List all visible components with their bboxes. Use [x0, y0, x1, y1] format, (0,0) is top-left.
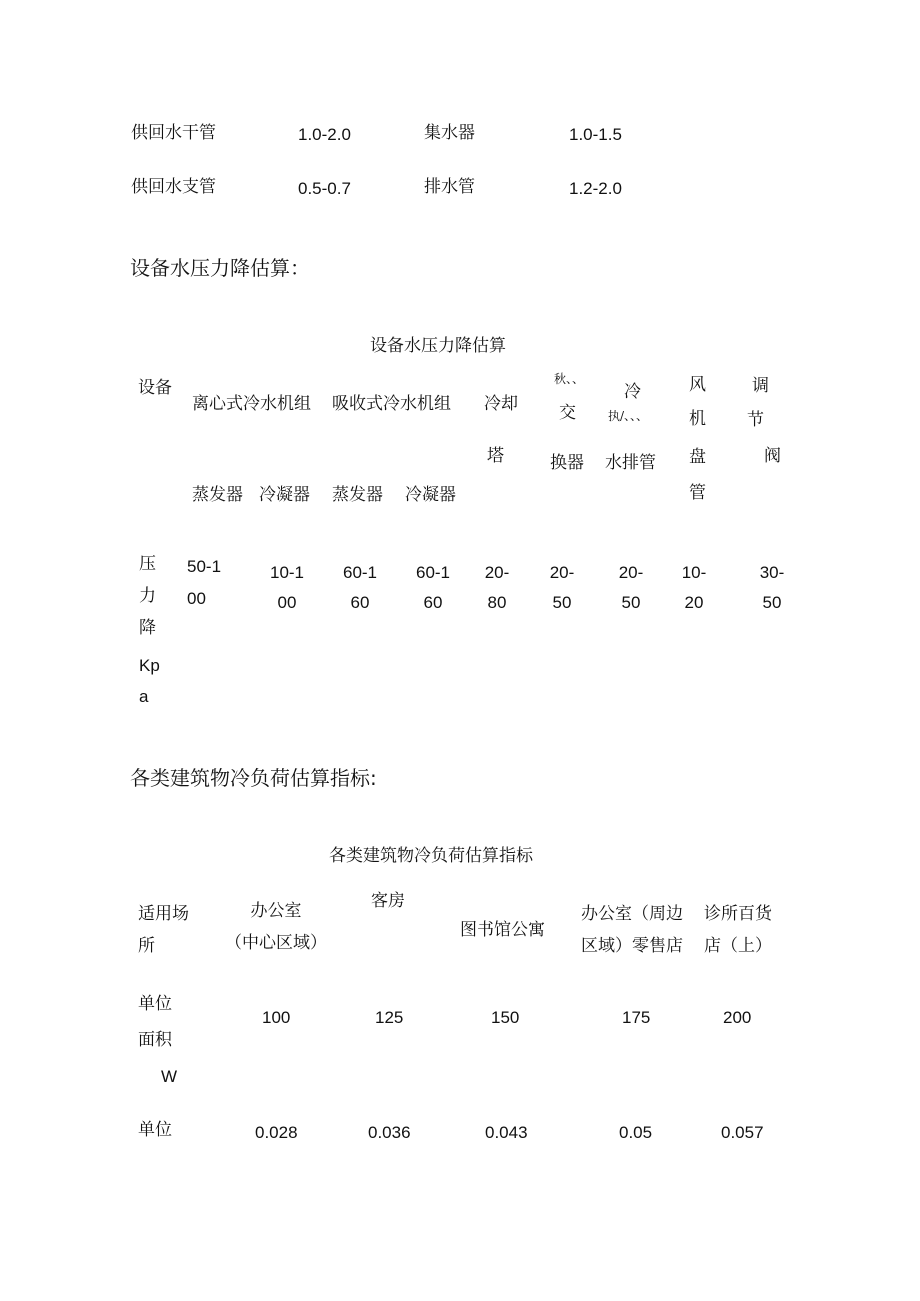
load-value: 0.036: [368, 1123, 411, 1142]
header-place: 所: [138, 936, 155, 956]
row-label-pressure-drop: 力: [139, 586, 156, 606]
header-guest-room: 客房: [371, 891, 405, 911]
header-fan-coil: 管: [689, 483, 706, 503]
pressure-value: 80: [487, 593, 507, 612]
pressure-value: 10-1: [269, 563, 305, 582]
pressure-value: 50: [762, 593, 782, 612]
pipe-name: 排水管: [424, 177, 475, 197]
header-library-apartment: 图书馆公寓: [460, 920, 545, 940]
pressure-value-cell: [546, 564, 578, 611]
header-office-center: [220, 903, 332, 952]
load-value: 200: [723, 1008, 752, 1027]
load-value: 0.05: [619, 1123, 653, 1142]
row-label-unit: 单位: [138, 1120, 172, 1140]
pressure-value-cell: [481, 564, 513, 611]
header-valve: 阀: [764, 446, 781, 466]
row-label-unit-area: 单位: [138, 994, 172, 1014]
header-condenser: 冷凝器: [259, 485, 310, 505]
header-fan-coil: 风: [689, 375, 706, 395]
pressure-value: 60-1: [415, 563, 451, 582]
header-centrifugal-chiller: 离心式冷水机组: [192, 394, 311, 414]
header-cooling-tower: 塔: [487, 446, 504, 466]
header-cold-drain: 冷: [624, 382, 641, 402]
table-title: 各类建筑物冷负荷估算指标: [329, 846, 533, 866]
pressure-value-cell: [756, 564, 788, 611]
header-office-center-line: （中心区域）: [225, 933, 327, 953]
pressure-value: 10-: [681, 563, 707, 582]
load-value: 150: [491, 1008, 520, 1027]
header-absorption-chiller: 吸收式冷水机组: [332, 394, 451, 414]
pipe-name: 集水器: [424, 123, 475, 143]
pressure-value-cell: [615, 564, 647, 611]
row-label-unit: a: [139, 687, 149, 706]
pressure-value: 20-: [484, 563, 510, 582]
header-exchanger: 交: [559, 403, 576, 423]
pressure-value-cell: [342, 564, 378, 611]
table-title: 设备水压力降估算: [370, 336, 506, 356]
pressure-value-cell: [415, 564, 451, 611]
header-exchanger: 换器: [550, 453, 584, 473]
pressure-value: 20: [684, 593, 704, 612]
row-label-unit-area: W: [161, 1067, 178, 1086]
row-label-pressure-drop: 压: [139, 554, 156, 574]
header-exchanger: 秋、、: [554, 372, 585, 386]
header-office-edge: 区域）零售店: [581, 936, 683, 956]
load-value: 0.057: [721, 1123, 764, 1142]
pressure-value: 60: [423, 593, 443, 612]
pressure-value-cell: [678, 564, 710, 611]
pressure-value: 60: [350, 593, 370, 612]
pressure-value: 20-: [618, 563, 644, 582]
section-heading: 各类建筑物冷负荷估算指标:: [130, 766, 377, 790]
pressure-value: 50: [552, 593, 572, 612]
pipe-value: 1.0-2.0: [298, 125, 351, 144]
header-evaporator: 蒸发器: [332, 485, 383, 505]
load-value: 100: [262, 1008, 291, 1027]
header-office-center-line: 办公室: [250, 901, 302, 921]
pressure-value: 00: [187, 589, 206, 608]
pipe-value: 1.2-2.0: [569, 179, 622, 198]
header-clinic: 店（上）: [704, 936, 772, 956]
section-heading: 设备水压力降估算：: [130, 256, 310, 280]
pressure-value: 50-1: [187, 557, 222, 576]
pipe-name: 供回水支管: [131, 177, 216, 197]
header-place: 适用场: [138, 904, 189, 924]
header-evaporator: 蒸发器: [192, 485, 243, 505]
load-value: 0.043: [485, 1123, 528, 1142]
load-value: 125: [375, 1008, 404, 1027]
header-cooling-tower: 冷却: [484, 394, 518, 414]
header-valve: 节: [747, 410, 764, 430]
row-label-unit: Kp: [139, 656, 160, 675]
pipe-value: 1.0-1.5: [569, 125, 622, 144]
header-equipment: 设备: [138, 378, 172, 398]
pipe-value: 0.5-0.7: [298, 179, 351, 198]
pressure-value: 60-1: [342, 563, 378, 582]
header-fan-coil: 机: [689, 409, 706, 429]
pressure-value: 30-: [759, 563, 785, 582]
header-condenser: 冷凝器: [405, 485, 456, 505]
header-cold-drain: 水排管: [605, 453, 656, 473]
load-value: 175: [622, 1008, 651, 1027]
header-valve: 调: [752, 376, 769, 396]
pressure-value-cell: [269, 564, 305, 611]
pressure-value: 20-: [549, 563, 575, 582]
row-label-unit-area: 面积: [138, 1030, 172, 1050]
header-cold-drain: 执/、、、: [608, 409, 649, 423]
pipe-name: 供回水干管: [131, 123, 216, 143]
row-label-pressure-drop: 降: [139, 618, 156, 638]
header-clinic: 诊所百货: [704, 904, 772, 924]
header-office-edge: 办公室（周边: [581, 904, 683, 924]
header-fan-coil: 盘: [689, 447, 706, 467]
pressure-value: 50: [621, 593, 641, 612]
pressure-value: 00: [277, 593, 297, 612]
load-value: 0.028: [255, 1123, 298, 1142]
